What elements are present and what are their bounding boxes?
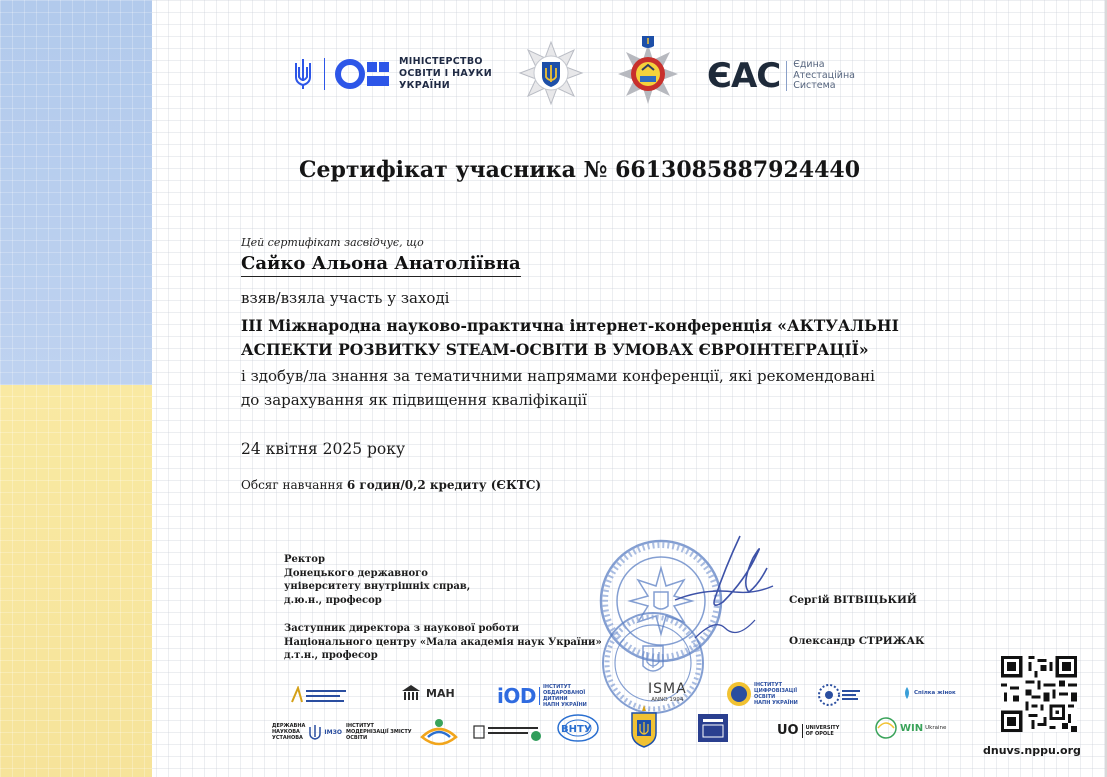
zhinok-logo-text: Спілка жінок	[914, 690, 956, 696]
state-institution-line: УСТАНОВА	[272, 735, 303, 741]
signer-2-name: Олександр СТРИЖАК	[789, 635, 925, 647]
partner-logo-department	[818, 684, 862, 706]
imzo-caption-line: ІНСТИТУТ	[345, 723, 374, 729]
signer-1-position	[284, 553, 470, 607]
certificate-title: Сертифікат учасника № 6613085887924440	[298, 157, 861, 183]
ministry-name	[399, 56, 492, 92]
idu-icon	[726, 681, 752, 707]
book-hands-logo-icon	[418, 711, 460, 753]
opole-separator	[802, 724, 803, 738]
site-link[interactable]: dnuvs.nppu.org	[983, 744, 1081, 757]
flag-blue-band	[0, 0, 152, 385]
imzo-caption-line: МОДЕРНІЗАЦІЇ ЗМІСТУ	[345, 729, 412, 735]
trident-icon	[292, 57, 314, 91]
imzo-caption-line: ОСВІТИ	[345, 735, 368, 741]
event-date: 24 квітня 2025 року	[241, 440, 406, 458]
event-title-line-2: АСПЕКТИ РОЗВИТКУ STEAM-ОСВІТИ В УМОВАХ ЄВРОІНТЕГРАЦІЇ»	[241, 340, 869, 359]
eas-separator	[786, 61, 787, 91]
knowledge-text	[241, 364, 1001, 412]
iod-logo-text: iOD	[497, 684, 536, 708]
win-logo-subtext: Ukraine	[925, 725, 947, 731]
win-icon	[874, 716, 898, 740]
partner-logo-center	[290, 686, 350, 708]
knowledge-line-2: до зарахування як підвищення кваліфікації	[241, 391, 587, 409]
signer-2-position-line: Національного центру «Мала академія наук України»	[284, 636, 602, 648]
police-emblem-icon	[518, 40, 584, 106]
signer-2-position-line: Заступник директора з наукової роботи	[284, 623, 520, 634]
library-logo-icon	[697, 713, 729, 743]
idu-caption-line: ЦИФРОВІЗАЦІЇ	[754, 688, 798, 694]
isma-year: ANNO 1994	[651, 697, 684, 703]
iod-separator	[539, 687, 540, 705]
knowledge-line-1: і здобув/ла знання за тематичними напрямами конференції, які рекомендовані	[241, 367, 875, 385]
participated-text: взяв/взяла участь у заході	[241, 289, 450, 307]
university-emblem-icon	[612, 34, 684, 108]
iod-caption-line: ОБДАРОВАНОЇ	[542, 690, 586, 696]
partner-logo-win	[874, 716, 946, 740]
iod-caption	[543, 684, 587, 708]
idu-caption-line: ІНСТИТУТ	[754, 682, 782, 688]
department-caption-icon	[840, 688, 862, 702]
partner-logo-unesco-mzh	[400, 683, 455, 703]
ministry-logo	[292, 56, 492, 92]
signer-1-position-line: Ректор	[284, 554, 325, 565]
signer-2-position	[284, 622, 602, 663]
opole-caption-line: OF OPOLE	[805, 730, 834, 737]
iod-caption-line: НАПН УКРАЇНИ	[542, 702, 587, 708]
opole-logo-mark: UO	[777, 723, 799, 738]
imzo-trident-icon	[308, 723, 322, 741]
signer-1-name: Сергій ВІТВІЦЬКИЙ	[789, 594, 917, 606]
unesco-icon	[400, 683, 422, 703]
signer-1-position-line: д.ю.н., професор	[284, 594, 382, 606]
eas-line-2: Атестаційна	[793, 69, 855, 81]
participant-name: Сайко Альона Анатоліївна	[241, 253, 521, 277]
handwritten-signature	[655, 528, 795, 648]
win-logo-text: WIN	[900, 722, 924, 734]
center-logo-icon	[290, 686, 350, 704]
volume-label: Обсяг навчання	[241, 478, 344, 492]
qr-code[interactable]	[1001, 656, 1077, 732]
event-title-line-1: ІІІ Міжнародна науково-практична інтернет-конференція «АКТУАЛЬНІ	[241, 316, 899, 335]
department-icon	[818, 684, 840, 706]
isma-logo-text: ISMA	[648, 681, 687, 697]
eas-line-3: Система	[793, 80, 836, 92]
eas-logo	[707, 56, 855, 96]
opole-caption-line: UNIVERSITY	[805, 724, 840, 731]
university-crest-logo-icon	[628, 703, 660, 749]
eas-mark: ЄАС	[707, 56, 781, 96]
idu-caption-line: ОСВІТИ	[754, 694, 776, 700]
ministry-line-2: ОСВІТИ І НАУКИ	[399, 68, 492, 79]
eas-name	[793, 60, 855, 92]
eas-line-1: Єдина	[793, 59, 825, 71]
idu-caption-line: НАПН УКРАЇНИ	[754, 700, 798, 706]
signer-2-position-line: д.т.н., професор	[284, 650, 378, 661]
opole-caption	[806, 725, 840, 737]
ministry-separator	[324, 58, 325, 90]
state-institution-caption	[272, 723, 305, 741]
partner-logo-zhinok	[902, 685, 956, 701]
iod-caption-line: ДИТИНИ	[542, 696, 568, 702]
volume-value: 6 годин/0,2 кредиту (ЄКТС)	[346, 478, 542, 492]
signer-1-position-line: університету внутрішніх справ,	[284, 581, 471, 592]
mzh-logo-text: MAH	[426, 686, 455, 700]
state-institution-line: НАУКОВА	[272, 729, 300, 735]
partner-logo-iod	[497, 684, 587, 708]
civic-organization-logo-icon	[472, 722, 544, 742]
idu-caption	[754, 682, 798, 706]
partner-logo-idu	[726, 681, 798, 707]
event-title	[241, 314, 981, 362]
ministry-line-1: МІНІСТЕРСТВО	[399, 56, 483, 67]
partner-logo-opole	[777, 723, 839, 738]
imzo-logo-text: ІМЗО	[324, 728, 342, 736]
iod-caption-line: ІНСТИТУТ	[542, 684, 571, 690]
ministry-mark-icon	[335, 58, 391, 90]
zhinok-icon	[902, 685, 912, 701]
certifies-text: Цей сертифікат засвідчує, що	[241, 236, 424, 249]
state-institution-line: ДЕРЖАВНА	[272, 723, 306, 729]
signer-1-position-line: Донецького державного	[284, 567, 428, 579]
partner-logo-vntu	[556, 712, 600, 748]
flag-yellow-band	[0, 385, 152, 777]
imzo-caption	[346, 723, 412, 741]
ukraine-flag-strip	[0, 0, 152, 777]
vntu-logo-text: ВНТУ	[561, 724, 592, 735]
training-volume	[241, 478, 541, 492]
partner-logo-imzo	[272, 723, 412, 741]
partner-logo-isma	[648, 681, 687, 703]
ministry-line-3: УКРАЇНИ	[399, 80, 450, 91]
